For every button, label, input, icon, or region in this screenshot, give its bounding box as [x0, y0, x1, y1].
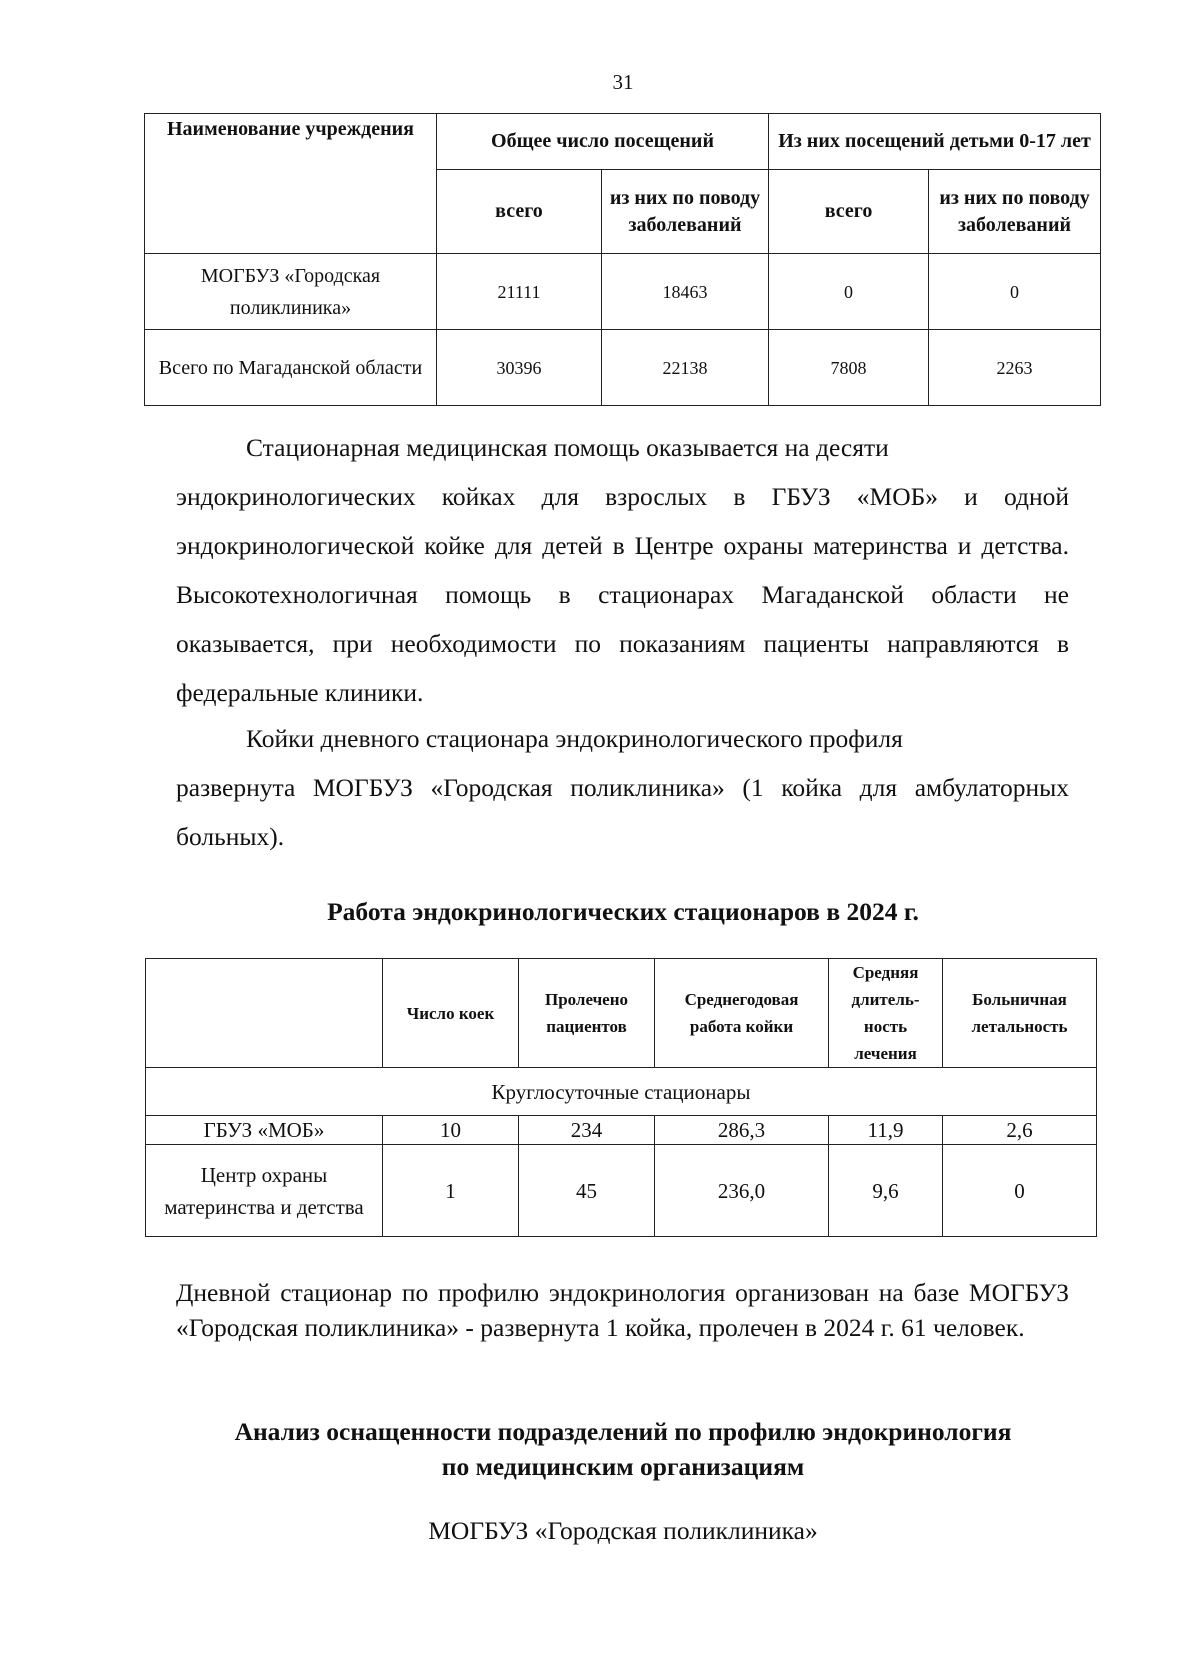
paragraph-day-hospital-rest: развернута МОГБУЗ «Городская поликлиника» (1 койка для амбулаторных больных).: [176, 773, 1069, 851]
cell-beds: 10: [383, 1116, 519, 1145]
cell-avg-work: 286,3: [655, 1116, 829, 1145]
cell-mortality: 2,6: [943, 1116, 1097, 1145]
row-name: Всего по Магаданской области: [145, 330, 437, 406]
page-number: 31: [612, 70, 634, 94]
paragraph-inpatient: [176, 423, 1069, 717]
header-mortality: Больничная летальность: [943, 959, 1097, 1068]
paragraph-day-hospital-line1: Койки дневного стационара эндокринологического профиля: [246, 724, 903, 753]
visits-table: [144, 113, 1101, 406]
header-institution: Наименование учреждения: [145, 114, 437, 254]
header-children-visits: Из них посещений детьми 0-17 лет: [769, 114, 1101, 170]
cell-children-disease: 0: [929, 254, 1101, 330]
paragraph-day-hospital: [176, 714, 1069, 861]
table-row: [146, 1145, 1097, 1237]
analysis-title-line1: Анализ оснащенности подразделений по профилю эндокринология: [234, 1417, 1012, 1446]
header-blank: [146, 959, 383, 1068]
cell-mortality: 0: [943, 1145, 1097, 1237]
cell-avg-duration: 9,6: [829, 1145, 943, 1237]
header-avg-work: Среднегодовая работа койки: [655, 959, 829, 1068]
header-children-all: всего: [769, 170, 929, 254]
cell-total: 21111: [437, 254, 602, 330]
cell-children-disease: 2263: [929, 330, 1101, 406]
cell-beds: 1: [383, 1145, 519, 1237]
table2-title: Работа эндокринологических стационаров в 2024 г.: [327, 897, 919, 926]
header-avg-duration: Средняя длитель-ность лечения: [829, 959, 943, 1068]
header-beds: Число коек: [383, 959, 519, 1068]
cell-total-disease: 18463: [602, 254, 769, 330]
header-treated: Пролечено пациентов: [519, 959, 655, 1068]
cell-avg-work: 236,0: [655, 1145, 829, 1237]
section-round-the-clock: Круглосуточные стационары: [146, 1068, 1097, 1116]
row-name: ГБУЗ «МОБ»: [146, 1116, 383, 1145]
table-row: [145, 254, 1101, 330]
paragraph-inpatient-rest: эндокринологических койках для взрослых в ГБУЗ «МОБ» и одной эндокринологической койке для детей в Центре охраны материнства и детства. Высокотехнологичная помощь в стационарах Магаданской области не оказывается, при необходимости по показаниям пациенты направляются в федеральные клиники.: [176, 482, 1069, 707]
cell-children: 0: [769, 254, 929, 330]
paragraph-day-hospital-summary: Дневной стационар по профилю эндокринология организован на базе МОГБУЗ «Городская поликлиника» - развернута 1 койка, пролечен в 2024 г. 61 человек.: [176, 1278, 1069, 1342]
org-name: МОГБУЗ «Городская поликлиника»: [428, 1516, 818, 1545]
row-name: МОГБУЗ «Городская поликлиника»: [145, 254, 437, 330]
table-row: [145, 330, 1101, 406]
row-name: Центр охраны материнства и детства: [146, 1145, 383, 1237]
header-total-disease: из них по поводу заболеваний: [602, 170, 769, 254]
wards-table: [145, 958, 1097, 1237]
table-row: [146, 1116, 1097, 1145]
header-children-disease: из них по поводу заболеваний: [929, 170, 1101, 254]
header-total-all: всего: [437, 170, 602, 254]
cell-total: 30396: [437, 330, 602, 406]
cell-avg-duration: 11,9: [829, 1116, 943, 1145]
paragraph-inpatient-line1: Стационарная медицинская помощь оказывается на десяти: [246, 433, 889, 462]
cell-treated: 45: [519, 1145, 655, 1237]
cell-total-disease: 22138: [602, 330, 769, 406]
cell-children: 7808: [769, 330, 929, 406]
analysis-title-line2: по медицинским организациям: [441, 1452, 805, 1481]
header-total-visits: Общее число посещений: [437, 114, 769, 170]
cell-treated: 234: [519, 1116, 655, 1145]
analysis-title: [0, 1414, 1200, 1484]
